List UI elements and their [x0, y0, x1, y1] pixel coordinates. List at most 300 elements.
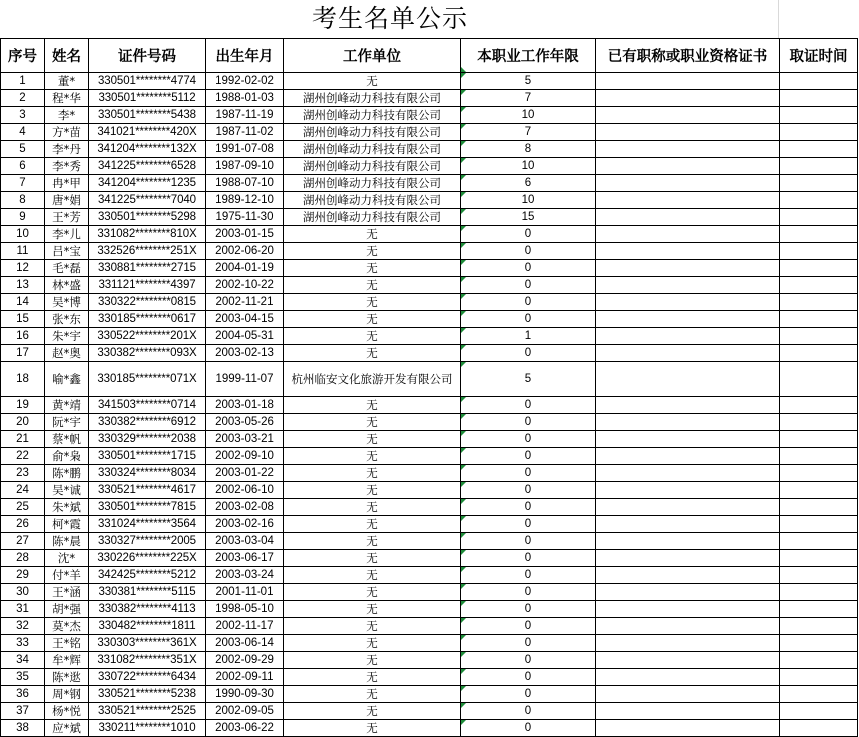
cell-seq[interactable]: 5: [1, 141, 45, 158]
cell-birth[interactable]: 1989-12-10: [206, 192, 284, 209]
cell-cert[interactable]: [596, 328, 780, 345]
cell-seq[interactable]: 25: [1, 499, 45, 516]
cell-years[interactable]: 0: [461, 516, 596, 533]
cell-name[interactable]: 陈*逖: [45, 669, 89, 686]
cell-date[interactable]: [780, 601, 858, 618]
cell-years[interactable]: 0: [461, 482, 596, 499]
cell-years[interactable]: 0: [461, 397, 596, 414]
cell-date[interactable]: [780, 124, 858, 141]
cell-date[interactable]: [780, 550, 858, 567]
cell-unit[interactable]: 湖州创峰动力科技有限公司: [284, 141, 461, 158]
cell-unit[interactable]: 无: [284, 397, 461, 414]
cell-date[interactable]: [780, 294, 858, 311]
cell-id[interactable]: 331082********810X: [89, 226, 206, 243]
cell-unit[interactable]: 无: [284, 567, 461, 584]
cell-seq[interactable]: 31: [1, 601, 45, 618]
cell-unit[interactable]: 无: [284, 448, 461, 465]
cell-id[interactable]: 330501********5112: [89, 90, 206, 107]
cell-seq[interactable]: 19: [1, 397, 45, 414]
cell-years[interactable]: 0: [461, 277, 596, 294]
cell-unit[interactable]: 无: [284, 260, 461, 277]
cell-cert[interactable]: [596, 124, 780, 141]
cell-name[interactable]: 吴*博: [45, 294, 89, 311]
cell-birth[interactable]: 2003-06-17: [206, 550, 284, 567]
cell-name[interactable]: 胡*强: [45, 601, 89, 618]
cell-cert[interactable]: [596, 311, 780, 328]
cell-birth[interactable]: 1987-09-10: [206, 158, 284, 175]
cell-date[interactable]: [780, 618, 858, 635]
cell-cert[interactable]: [596, 516, 780, 533]
cell-id[interactable]: 330501********7815: [89, 499, 206, 516]
cell-birth[interactable]: 2003-03-04: [206, 533, 284, 550]
cell-unit[interactable]: 湖州创峰动力科技有限公司: [284, 90, 461, 107]
cell-seq[interactable]: 38: [1, 720, 45, 737]
cell-unit[interactable]: 无: [284, 328, 461, 345]
cell-id[interactable]: 341225********7040: [89, 192, 206, 209]
cell-birth[interactable]: 2002-09-05: [206, 703, 284, 720]
cell-years[interactable]: 0: [461, 635, 596, 652]
cell-years[interactable]: 0: [461, 584, 596, 601]
cell-id[interactable]: 330382********6912: [89, 414, 206, 431]
cell-date[interactable]: [780, 345, 858, 362]
cell-cert[interactable]: [596, 226, 780, 243]
cell-name[interactable]: 程*华: [45, 90, 89, 107]
cell-birth[interactable]: 2002-11-21: [206, 294, 284, 311]
cell-seq[interactable]: 35: [1, 669, 45, 686]
cell-id[interactable]: 330327********2005: [89, 533, 206, 550]
cell-unit[interactable]: 无: [284, 720, 461, 737]
cell-unit[interactable]: 无: [284, 652, 461, 669]
cell-cert[interactable]: [596, 431, 780, 448]
cell-name[interactable]: 李*丹: [45, 141, 89, 158]
cell-cert[interactable]: [596, 362, 780, 397]
cell-seq[interactable]: 10: [1, 226, 45, 243]
cell-birth[interactable]: 2003-01-15: [206, 226, 284, 243]
cell-id[interactable]: 330211********1010: [89, 720, 206, 737]
cell-cert[interactable]: [596, 686, 780, 703]
cell-unit[interactable]: 无: [284, 618, 461, 635]
cell-birth[interactable]: 1987-11-19: [206, 107, 284, 124]
cell-birth[interactable]: 1992-02-02: [206, 73, 284, 90]
cell-seq[interactable]: 24: [1, 482, 45, 499]
cell-birth[interactable]: 1991-07-08: [206, 141, 284, 158]
cell-birth[interactable]: 1988-01-03: [206, 90, 284, 107]
cell-birth[interactable]: 2003-02-16: [206, 516, 284, 533]
cell-birth[interactable]: 2003-04-15: [206, 311, 284, 328]
cell-seq[interactable]: 17: [1, 345, 45, 362]
cell-seq[interactable]: 15: [1, 311, 45, 328]
cell-years[interactable]: 0: [461, 567, 596, 584]
cell-birth[interactable]: 2002-06-10: [206, 482, 284, 499]
cell-id[interactable]: 341225********6528: [89, 158, 206, 175]
cell-cert[interactable]: [596, 294, 780, 311]
cell-date[interactable]: [780, 107, 858, 124]
cell-cert[interactable]: [596, 601, 780, 618]
cell-name[interactable]: 周*钢: [45, 686, 89, 703]
cell-years[interactable]: 0: [461, 243, 596, 260]
cell-unit[interactable]: 无: [284, 516, 461, 533]
header-seq[interactable]: 序号: [1, 39, 45, 73]
cell-unit[interactable]: 无: [284, 635, 461, 652]
cell-unit[interactable]: 无: [284, 345, 461, 362]
cell-seq[interactable]: 1: [1, 73, 45, 90]
cell-seq[interactable]: 29: [1, 567, 45, 584]
cell-name[interactable]: 杨*悦: [45, 703, 89, 720]
cell-years[interactable]: 0: [461, 652, 596, 669]
cell-unit[interactable]: 无: [284, 73, 461, 90]
cell-cert[interactable]: [596, 277, 780, 294]
cell-name[interactable]: 柯*霞: [45, 516, 89, 533]
header-name[interactable]: 姓名: [45, 39, 89, 73]
cell-cert[interactable]: [596, 345, 780, 362]
cell-date[interactable]: [780, 669, 858, 686]
cell-unit[interactable]: 无: [284, 703, 461, 720]
cell-date[interactable]: [780, 703, 858, 720]
cell-birth[interactable]: 2002-09-29: [206, 652, 284, 669]
cell-years[interactable]: 0: [461, 345, 596, 362]
header-years[interactable]: 本职业工作年限: [461, 39, 596, 73]
cell-id[interactable]: 330501********5298: [89, 209, 206, 226]
cell-years[interactable]: 0: [461, 311, 596, 328]
cell-name[interactable]: 莫*杰: [45, 618, 89, 635]
cell-cert[interactable]: [596, 243, 780, 260]
cell-id[interactable]: 330521********4617: [89, 482, 206, 499]
cell-name[interactable]: 朱*斌: [45, 499, 89, 516]
cell-id[interactable]: 341204********132X: [89, 141, 206, 158]
cell-name[interactable]: 林*盛: [45, 277, 89, 294]
cell-years[interactable]: 0: [461, 669, 596, 686]
cell-unit[interactable]: 无: [284, 431, 461, 448]
cell-birth[interactable]: 2004-05-31: [206, 328, 284, 345]
header-date[interactable]: 取证时间: [780, 39, 858, 73]
cell-name[interactable]: 李*秀: [45, 158, 89, 175]
cell-seq[interactable]: 27: [1, 533, 45, 550]
cell-cert[interactable]: [596, 158, 780, 175]
cell-id[interactable]: 330881********2715: [89, 260, 206, 277]
cell-unit[interactable]: 无: [284, 499, 461, 516]
cell-seq[interactable]: 34: [1, 652, 45, 669]
cell-id[interactable]: 330303********361X: [89, 635, 206, 652]
cell-unit[interactable]: 湖州创峰动力科技有限公司: [284, 124, 461, 141]
cell-seq[interactable]: 9: [1, 209, 45, 226]
cell-cert[interactable]: [596, 533, 780, 550]
cell-cert[interactable]: [596, 209, 780, 226]
cell-unit[interactable]: 杭州临安文化旅游开发有限公司: [284, 362, 461, 397]
cell-date[interactable]: [780, 635, 858, 652]
cell-seq[interactable]: 20: [1, 414, 45, 431]
cell-name[interactable]: 喻*鑫: [45, 362, 89, 397]
cell-years[interactable]: 8: [461, 141, 596, 158]
cell-id[interactable]: 330324********8034: [89, 465, 206, 482]
cell-years[interactable]: 5: [461, 362, 596, 397]
cell-cert[interactable]: [596, 584, 780, 601]
cell-id[interactable]: 330482********1811: [89, 618, 206, 635]
cell-unit[interactable]: 湖州创峰动力科技有限公司: [284, 175, 461, 192]
cell-birth[interactable]: 1990-09-30: [206, 686, 284, 703]
cell-id[interactable]: 331024********3564: [89, 516, 206, 533]
cell-years[interactable]: 0: [461, 703, 596, 720]
cell-id[interactable]: 330381********5115: [89, 584, 206, 601]
cell-name[interactable]: 沈*: [45, 550, 89, 567]
cell-years[interactable]: 0: [461, 499, 596, 516]
cell-years[interactable]: 7: [461, 90, 596, 107]
cell-name[interactable]: 朱*宇: [45, 328, 89, 345]
cell-name[interactable]: 唐*娟: [45, 192, 89, 209]
cell-birth[interactable]: 1998-05-10: [206, 601, 284, 618]
cell-years[interactable]: 1: [461, 328, 596, 345]
header-unit[interactable]: 工作单位: [284, 39, 461, 73]
cell-date[interactable]: [780, 209, 858, 226]
cell-unit[interactable]: 无: [284, 482, 461, 499]
cell-id[interactable]: 341021********420X: [89, 124, 206, 141]
cell-birth[interactable]: 2003-02-08: [206, 499, 284, 516]
cell-seq[interactable]: 16: [1, 328, 45, 345]
cell-date[interactable]: [780, 328, 858, 345]
cell-date[interactable]: [780, 414, 858, 431]
header-id[interactable]: 证件号码: [89, 39, 206, 73]
cell-name[interactable]: 李*: [45, 107, 89, 124]
cell-unit[interactable]: 无: [284, 686, 461, 703]
cell-cert[interactable]: [596, 414, 780, 431]
cell-cert[interactable]: [596, 192, 780, 209]
cell-id[interactable]: 330322********0815: [89, 294, 206, 311]
cell-date[interactable]: [780, 260, 858, 277]
cell-name[interactable]: 牟*辉: [45, 652, 89, 669]
cell-birth[interactable]: 2001-11-01: [206, 584, 284, 601]
cell-date[interactable]: [780, 73, 858, 90]
cell-birth[interactable]: 1999-11-07: [206, 362, 284, 397]
cell-cert[interactable]: [596, 669, 780, 686]
cell-name[interactable]: 蔡*帆: [45, 431, 89, 448]
cell-unit[interactable]: 无: [284, 550, 461, 567]
cell-seq[interactable]: 21: [1, 431, 45, 448]
cell-name[interactable]: 毛*磊: [45, 260, 89, 277]
cell-date[interactable]: [780, 448, 858, 465]
cell-date[interactable]: [780, 686, 858, 703]
cell-years[interactable]: 0: [461, 720, 596, 737]
cell-years[interactable]: 10: [461, 192, 596, 209]
cell-years[interactable]: 0: [461, 686, 596, 703]
cell-id[interactable]: 330501********1715: [89, 448, 206, 465]
cell-seq[interactable]: 2: [1, 90, 45, 107]
cell-id[interactable]: 330382********093X: [89, 345, 206, 362]
cell-date[interactable]: [780, 226, 858, 243]
cell-years[interactable]: 0: [461, 414, 596, 431]
cell-cert[interactable]: [596, 260, 780, 277]
cell-name[interactable]: 吕*宝: [45, 243, 89, 260]
cell-years[interactable]: 0: [461, 533, 596, 550]
cell-date[interactable]: [780, 465, 858, 482]
cell-name[interactable]: 冉*甲: [45, 175, 89, 192]
cell-years[interactable]: 0: [461, 448, 596, 465]
cell-cert[interactable]: [596, 90, 780, 107]
cell-years[interactable]: 0: [461, 260, 596, 277]
cell-name[interactable]: 王*铭: [45, 635, 89, 652]
cell-unit[interactable]: 无: [284, 584, 461, 601]
cell-unit[interactable]: 无: [284, 311, 461, 328]
cell-date[interactable]: [780, 141, 858, 158]
cell-unit[interactable]: 无: [284, 294, 461, 311]
cell-unit[interactable]: 湖州创峰动力科技有限公司: [284, 192, 461, 209]
cell-birth[interactable]: 1987-11-02: [206, 124, 284, 141]
cell-seq[interactable]: 3: [1, 107, 45, 124]
cell-id[interactable]: 330382********4113: [89, 601, 206, 618]
cell-unit[interactable]: 无: [284, 277, 461, 294]
cell-date[interactable]: [780, 482, 858, 499]
cell-birth[interactable]: 1975-11-30: [206, 209, 284, 226]
cell-years[interactable]: 0: [461, 294, 596, 311]
cell-name[interactable]: 黄*靖: [45, 397, 89, 414]
cell-birth[interactable]: 2002-09-11: [206, 669, 284, 686]
cell-unit[interactable]: 无: [284, 243, 461, 260]
cell-date[interactable]: [780, 567, 858, 584]
cell-birth[interactable]: 2003-06-14: [206, 635, 284, 652]
cell-name[interactable]: 王*涵: [45, 584, 89, 601]
cell-years[interactable]: 6: [461, 175, 596, 192]
cell-cert[interactable]: [596, 175, 780, 192]
cell-years[interactable]: 0: [461, 601, 596, 618]
cell-seq[interactable]: 14: [1, 294, 45, 311]
cell-date[interactable]: [780, 652, 858, 669]
cell-seq[interactable]: 22: [1, 448, 45, 465]
cell-cert[interactable]: [596, 107, 780, 124]
cell-id[interactable]: 330185********0617: [89, 311, 206, 328]
cell-date[interactable]: [780, 720, 858, 737]
cell-unit[interactable]: 无: [284, 465, 461, 482]
cell-years[interactable]: 5: [461, 73, 596, 90]
cell-date[interactable]: [780, 175, 858, 192]
cell-unit[interactable]: 无: [284, 533, 461, 550]
cell-id[interactable]: 331121********4397: [89, 277, 206, 294]
cell-birth[interactable]: 2003-01-22: [206, 465, 284, 482]
cell-name[interactable]: 李*儿: [45, 226, 89, 243]
cell-years[interactable]: 0: [461, 618, 596, 635]
cell-seq[interactable]: 18: [1, 362, 45, 397]
cell-birth[interactable]: 2002-11-17: [206, 618, 284, 635]
cell-name[interactable]: 阮*宇: [45, 414, 89, 431]
cell-name[interactable]: 俞*枭: [45, 448, 89, 465]
cell-id[interactable]: 331082********351X: [89, 652, 206, 669]
cell-id[interactable]: 330226********225X: [89, 550, 206, 567]
cell-seq[interactable]: 11: [1, 243, 45, 260]
cell-birth[interactable]: 2002-09-10: [206, 448, 284, 465]
cell-name[interactable]: 陈*晨: [45, 533, 89, 550]
cell-cert[interactable]: [596, 465, 780, 482]
cell-years[interactable]: 0: [461, 431, 596, 448]
cell-date[interactable]: [780, 431, 858, 448]
cell-date[interactable]: [780, 243, 858, 260]
cell-seq[interactable]: 28: [1, 550, 45, 567]
cell-name[interactable]: 陈*鹏: [45, 465, 89, 482]
cell-id[interactable]: 330501********4774: [89, 73, 206, 90]
cell-id[interactable]: 330722********6434: [89, 669, 206, 686]
cell-years[interactable]: 0: [461, 550, 596, 567]
cell-birth[interactable]: 2003-05-26: [206, 414, 284, 431]
cell-seq[interactable]: 23: [1, 465, 45, 482]
cell-years[interactable]: 0: [461, 465, 596, 482]
cell-name[interactable]: 张*东: [45, 311, 89, 328]
cell-cert[interactable]: [596, 635, 780, 652]
cell-id[interactable]: 330521********5238: [89, 686, 206, 703]
cell-id[interactable]: 341204********1235: [89, 175, 206, 192]
cell-cert[interactable]: [596, 73, 780, 90]
cell-birth[interactable]: 2002-10-22: [206, 277, 284, 294]
cell-id[interactable]: 332526********251X: [89, 243, 206, 260]
cell-years[interactable]: 15: [461, 209, 596, 226]
cell-birth[interactable]: 2003-03-24: [206, 567, 284, 584]
cell-cert[interactable]: [596, 720, 780, 737]
cell-unit[interactable]: 无: [284, 414, 461, 431]
cell-cert[interactable]: [596, 448, 780, 465]
cell-cert[interactable]: [596, 397, 780, 414]
cell-years[interactable]: 10: [461, 158, 596, 175]
cell-unit[interactable]: 无: [284, 669, 461, 686]
cell-years[interactable]: 7: [461, 124, 596, 141]
cell-unit[interactable]: 无: [284, 601, 461, 618]
cell-id[interactable]: 342425********5212: [89, 567, 206, 584]
cell-seq[interactable]: 7: [1, 175, 45, 192]
cell-date[interactable]: [780, 397, 858, 414]
cell-seq[interactable]: 8: [1, 192, 45, 209]
cell-name[interactable]: 付*羊: [45, 567, 89, 584]
cell-seq[interactable]: 6: [1, 158, 45, 175]
cell-cert[interactable]: [596, 618, 780, 635]
cell-date[interactable]: [780, 192, 858, 209]
cell-seq[interactable]: 30: [1, 584, 45, 601]
cell-id[interactable]: 330329********2038: [89, 431, 206, 448]
cell-cert[interactable]: [596, 567, 780, 584]
cell-date[interactable]: [780, 584, 858, 601]
cell-seq[interactable]: 26: [1, 516, 45, 533]
cell-years[interactable]: 0: [461, 226, 596, 243]
cell-birth[interactable]: 1988-07-10: [206, 175, 284, 192]
cell-date[interactable]: [780, 158, 858, 175]
cell-cert[interactable]: [596, 482, 780, 499]
cell-birth[interactable]: 2003-02-13: [206, 345, 284, 362]
cell-name[interactable]: 王*芳: [45, 209, 89, 226]
cell-date[interactable]: [780, 533, 858, 550]
cell-unit[interactable]: 无: [284, 226, 461, 243]
cell-seq[interactable]: 12: [1, 260, 45, 277]
cell-seq[interactable]: 37: [1, 703, 45, 720]
cell-birth[interactable]: 2003-03-21: [206, 431, 284, 448]
cell-date[interactable]: [780, 362, 858, 397]
cell-years[interactable]: 10: [461, 107, 596, 124]
cell-seq[interactable]: 36: [1, 686, 45, 703]
cell-cert[interactable]: [596, 652, 780, 669]
cell-cert[interactable]: [596, 550, 780, 567]
cell-unit[interactable]: 湖州创峰动力科技有限公司: [284, 158, 461, 175]
cell-date[interactable]: [780, 277, 858, 294]
cell-id[interactable]: 330521********2525: [89, 703, 206, 720]
cell-name[interactable]: 应*斌: [45, 720, 89, 737]
cell-birth[interactable]: 2003-01-18: [206, 397, 284, 414]
cell-date[interactable]: [780, 90, 858, 107]
cell-seq[interactable]: 13: [1, 277, 45, 294]
cell-id[interactable]: 330501********5438: [89, 107, 206, 124]
cell-seq[interactable]: 4: [1, 124, 45, 141]
cell-name[interactable]: 吴*诚: [45, 482, 89, 499]
cell-id[interactable]: 330185********071X: [89, 362, 206, 397]
cell-date[interactable]: [780, 516, 858, 533]
cell-birth[interactable]: 2004-01-19: [206, 260, 284, 277]
cell-name[interactable]: 方*苗: [45, 124, 89, 141]
cell-name[interactable]: 董*: [45, 73, 89, 90]
cell-cert[interactable]: [596, 499, 780, 516]
cell-cert[interactable]: [596, 703, 780, 720]
cell-seq[interactable]: 32: [1, 618, 45, 635]
cell-name[interactable]: 赵*奥: [45, 345, 89, 362]
